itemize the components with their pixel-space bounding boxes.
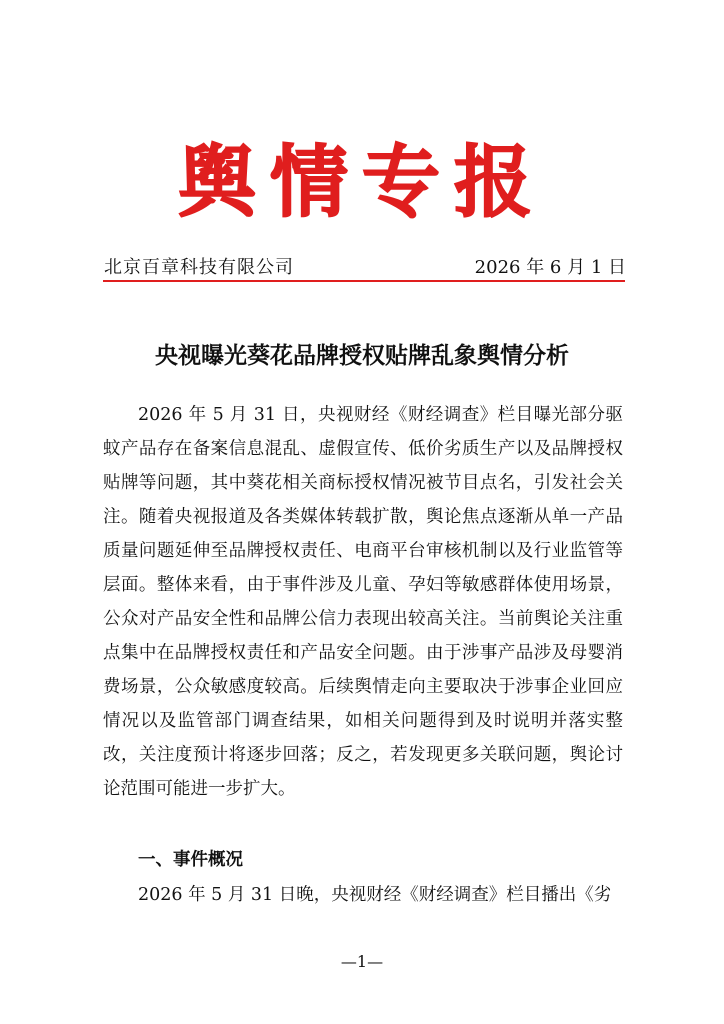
- event-overview-paragraph: 2026 年 5 月 31 日晚，央视财经《财经调查》栏目播出《劣: [138, 885, 612, 905]
- header-divider: [103, 280, 625, 282]
- issue-date: 2026 年 6 月 1 日: [474, 257, 626, 278]
- document-header: [104, 255, 626, 281]
- summary-paragraph: 2026 年 5 月 31 日，央视财经《财经调查》栏目曝光部分驱蚊产品存在备案信息混乱、虚假宣传、低价劣质生产以及品牌授权贴牌等问题，其中葵花相关商标授权情况被节目点名，引发社会关注。随着央视报道及各类媒体转载扩散，舆论焦点逐渐从单一产品质量问题延伸至品牌授权责任、电商平台审核机制以及行业监管等层面。整体来看，由于事件涉及儿童、孕妇等敏感群体使用场景，公众对产品安全性和品牌公信力表现出较高关注。当前舆论关注重点集中在品牌授权责任和产品安全问题。由于涉事产品涉及母婴消费场景，公众敏感度较高。后续舆情走向主要取决于涉事企业回应情况以及监管部门调查结果，如相关问题得到及时说明并落实整改，关注度预计将逐步回落；反之，若发现更多关联问题，舆论讨论范围可能进一步扩大。: [103, 405, 623, 799]
- issuer-name: 北京百章科技有限公司: [104, 257, 294, 278]
- page-number: —1—: [340, 952, 384, 971]
- document-title: 央视曝光葵花品牌授权贴牌乱象舆情分析: [155, 342, 569, 369]
- section-heading-event-overview: 一、事件概况: [138, 850, 243, 870]
- masthead-title: 舆情专报: [177, 137, 546, 228]
